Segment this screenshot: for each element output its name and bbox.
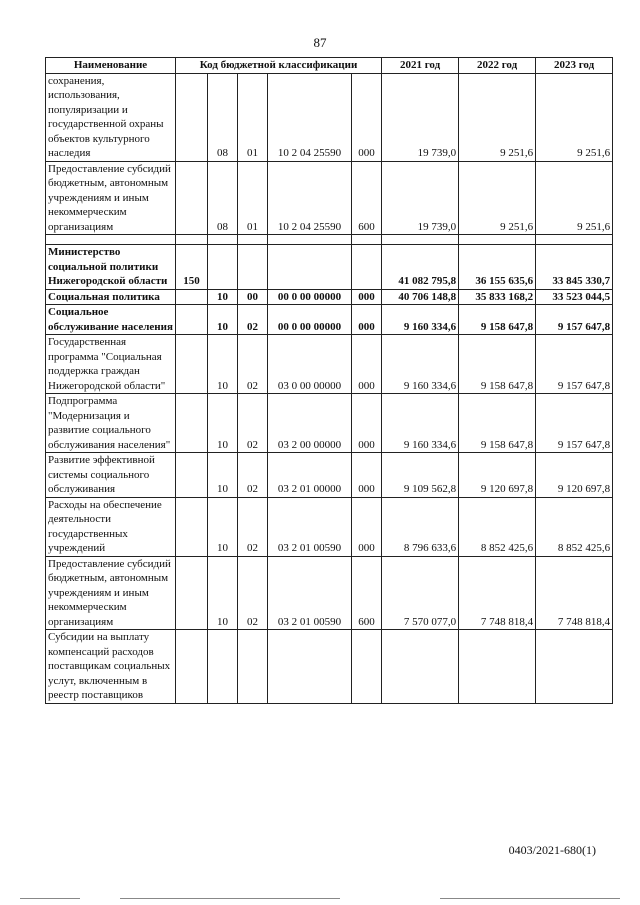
cell-vr xyxy=(352,630,382,704)
cell-vr: 000 xyxy=(352,497,382,556)
cell-y2021 xyxy=(382,630,459,704)
cell-rz: 08 xyxy=(208,73,238,161)
cell-ved xyxy=(176,394,208,453)
budget-table xyxy=(45,57,613,704)
cell-name: Развитие эффективной системы социального обслуживания xyxy=(46,453,176,498)
cell-csr: 00 0 00 00000 xyxy=(268,289,352,305)
cell-rz: 10 xyxy=(208,497,238,556)
cell-ved xyxy=(176,73,208,161)
cell-y2023: 7 748 818,4 xyxy=(536,556,613,630)
cell-name: Расходы на обеспечение деятельности государственных учреждений xyxy=(46,497,176,556)
cell-pr: 02 xyxy=(238,556,268,630)
cell-vr xyxy=(352,245,382,290)
cell-ved xyxy=(176,305,208,335)
cell-ved xyxy=(176,556,208,630)
table-row xyxy=(46,556,613,630)
table-row xyxy=(46,289,613,305)
cell-y2022: 8 852 425,6 xyxy=(459,497,536,556)
cell-y2022: 9 158 647,8 xyxy=(459,394,536,453)
cell-rz xyxy=(208,245,238,290)
header-2023: 2023 год xyxy=(536,58,613,74)
table-row xyxy=(46,161,613,235)
cell-csr: 10 2 04 25590 xyxy=(268,73,352,161)
cell-vr: 000 xyxy=(352,73,382,161)
cell-ved xyxy=(176,497,208,556)
cell-csr: 00 0 00 00000 xyxy=(268,305,352,335)
cell-y2021: 7 570 077,0 xyxy=(382,556,459,630)
cell-name: Министерство социальной политики Нижегородской области xyxy=(46,245,176,290)
cell-y2023 xyxy=(536,630,613,704)
cell-y2023: 9 157 647,8 xyxy=(536,305,613,335)
cell-ved xyxy=(176,335,208,394)
cell-ved xyxy=(176,453,208,498)
cell-pr: 02 xyxy=(238,305,268,335)
cell-y2023: 9 251,6 xyxy=(536,73,613,161)
cell-pr: 00 xyxy=(238,289,268,305)
cell-csr xyxy=(268,245,352,290)
cell-y2022: 9 251,6 xyxy=(459,73,536,161)
header-2021: 2021 год xyxy=(382,58,459,74)
scan-artifact xyxy=(440,898,620,899)
cell-y2022: 9 158 647,8 xyxy=(459,305,536,335)
cell-pr: 02 xyxy=(238,394,268,453)
cell-y2023: 33 523 044,5 xyxy=(536,289,613,305)
cell-vr: 000 xyxy=(352,289,382,305)
page-number: 87 xyxy=(313,35,327,50)
cell-y2023: 9 157 647,8 xyxy=(536,394,613,453)
scan-artifact xyxy=(20,898,80,899)
cell-ved xyxy=(176,630,208,704)
cell-y2021: 19 739,0 xyxy=(382,73,459,161)
cell-rz: 10 xyxy=(208,289,238,305)
cell-pr: 01 xyxy=(238,161,268,235)
header-name: Наименование xyxy=(46,58,176,74)
cell-name: Субсидии на выплату компенсаций расходов поставщикам социальных услут, включенным в реестр поставщиков xyxy=(46,630,176,704)
table-header-row xyxy=(46,58,613,74)
table-row xyxy=(46,245,613,290)
cell-name: Подпрограмма "Модернизация и развитие социального обслуживания населения" xyxy=(46,394,176,453)
cell-y2022: 9 158 647,8 xyxy=(459,335,536,394)
cell-vr: 000 xyxy=(352,335,382,394)
cell-ved xyxy=(176,289,208,305)
cell-rz: 10 xyxy=(208,335,238,394)
cell-rz xyxy=(208,630,238,704)
cell-name: Социальное обслуживание населения xyxy=(46,305,176,335)
cell-y2021: 41 082 795,8 xyxy=(382,245,459,290)
cell-csr xyxy=(268,630,352,704)
cell-csr: 03 0 00 00000 xyxy=(268,335,352,394)
scan-artifact xyxy=(120,898,340,899)
cell-pr: 02 xyxy=(238,453,268,498)
cell-y2021: 19 739,0 xyxy=(382,161,459,235)
header-2022: 2022 год xyxy=(459,58,536,74)
cell-vr: 600 xyxy=(352,161,382,235)
cell-vr: 600 xyxy=(352,556,382,630)
cell-vr: 000 xyxy=(352,305,382,335)
cell-csr: 03 2 01 00000 xyxy=(268,453,352,498)
cell-name: Предоставление субсидий бюджетным, автономным учреждениям и иным некоммерческим организациям xyxy=(46,161,176,235)
cell-pr xyxy=(238,630,268,704)
cell-y2022 xyxy=(459,630,536,704)
cell-y2023: 9 157 647,8 xyxy=(536,335,613,394)
header-code: Код бюджетной классификации xyxy=(176,58,382,74)
table-row xyxy=(46,630,613,704)
cell-y2023: 33 845 330,7 xyxy=(536,245,613,290)
table-row xyxy=(46,335,613,394)
cell-csr: 03 2 01 00590 xyxy=(268,497,352,556)
cell-csr: 03 2 01 00590 xyxy=(268,556,352,630)
cell-rz: 10 xyxy=(208,453,238,498)
cell-ved xyxy=(176,161,208,235)
cell-name: Государственная программа "Социальная поддержка граждан Нижегородской области" xyxy=(46,335,176,394)
cell-rz: 10 xyxy=(208,394,238,453)
cell-y2022: 9 120 697,8 xyxy=(459,453,536,498)
table-row xyxy=(46,497,613,556)
table-row xyxy=(46,453,613,498)
cell-csr: 03 2 00 00000 xyxy=(268,394,352,453)
cell-y2023: 9 120 697,8 xyxy=(536,453,613,498)
cell-y2023: 9 251,6 xyxy=(536,161,613,235)
cell-y2022: 7 748 818,4 xyxy=(459,556,536,630)
cell-rz: 08 xyxy=(208,161,238,235)
cell-y2023: 8 852 425,6 xyxy=(536,497,613,556)
cell-rz: 10 xyxy=(208,305,238,335)
cell-pr: 02 xyxy=(238,497,268,556)
cell-y2021: 9 160 334,6 xyxy=(382,305,459,335)
cell-y2021: 9 160 334,6 xyxy=(382,335,459,394)
cell-pr: 02 xyxy=(238,335,268,394)
cell-csr: 10 2 04 25590 xyxy=(268,161,352,235)
cell-name: сохранения, использования, популяризации и государственной охраны объектов культурного наследия xyxy=(46,73,176,161)
cell-y2021: 8 796 633,6 xyxy=(382,497,459,556)
cell-rz: 10 xyxy=(208,556,238,630)
cell-y2022: 9 251,6 xyxy=(459,161,536,235)
cell-vr: 000 xyxy=(352,453,382,498)
cell-y2022: 36 155 635,6 xyxy=(459,245,536,290)
cell-pr xyxy=(238,245,268,290)
table-row xyxy=(46,305,613,335)
cell-y2022: 35 833 168,2 xyxy=(459,289,536,305)
table-row xyxy=(46,394,613,453)
cell-name: Предоставление субсидий бюджетным, автономным учреждениям и иным некоммерческим организациям xyxy=(46,556,176,630)
table-row xyxy=(46,73,613,161)
cell-vr: 000 xyxy=(352,394,382,453)
table-body xyxy=(46,73,613,703)
document-code: 0403/2021-680(1) xyxy=(508,843,596,857)
cell-y2021: 9 160 334,6 xyxy=(382,394,459,453)
cell-y2021: 9 109 562,8 xyxy=(382,453,459,498)
spacer-row xyxy=(46,235,613,245)
cell-name: Социальная политика xyxy=(46,289,176,305)
cell-ved: 150 xyxy=(176,245,208,290)
cell-pr: 01 xyxy=(238,73,268,161)
cell-y2021: 40 706 148,8 xyxy=(382,289,459,305)
